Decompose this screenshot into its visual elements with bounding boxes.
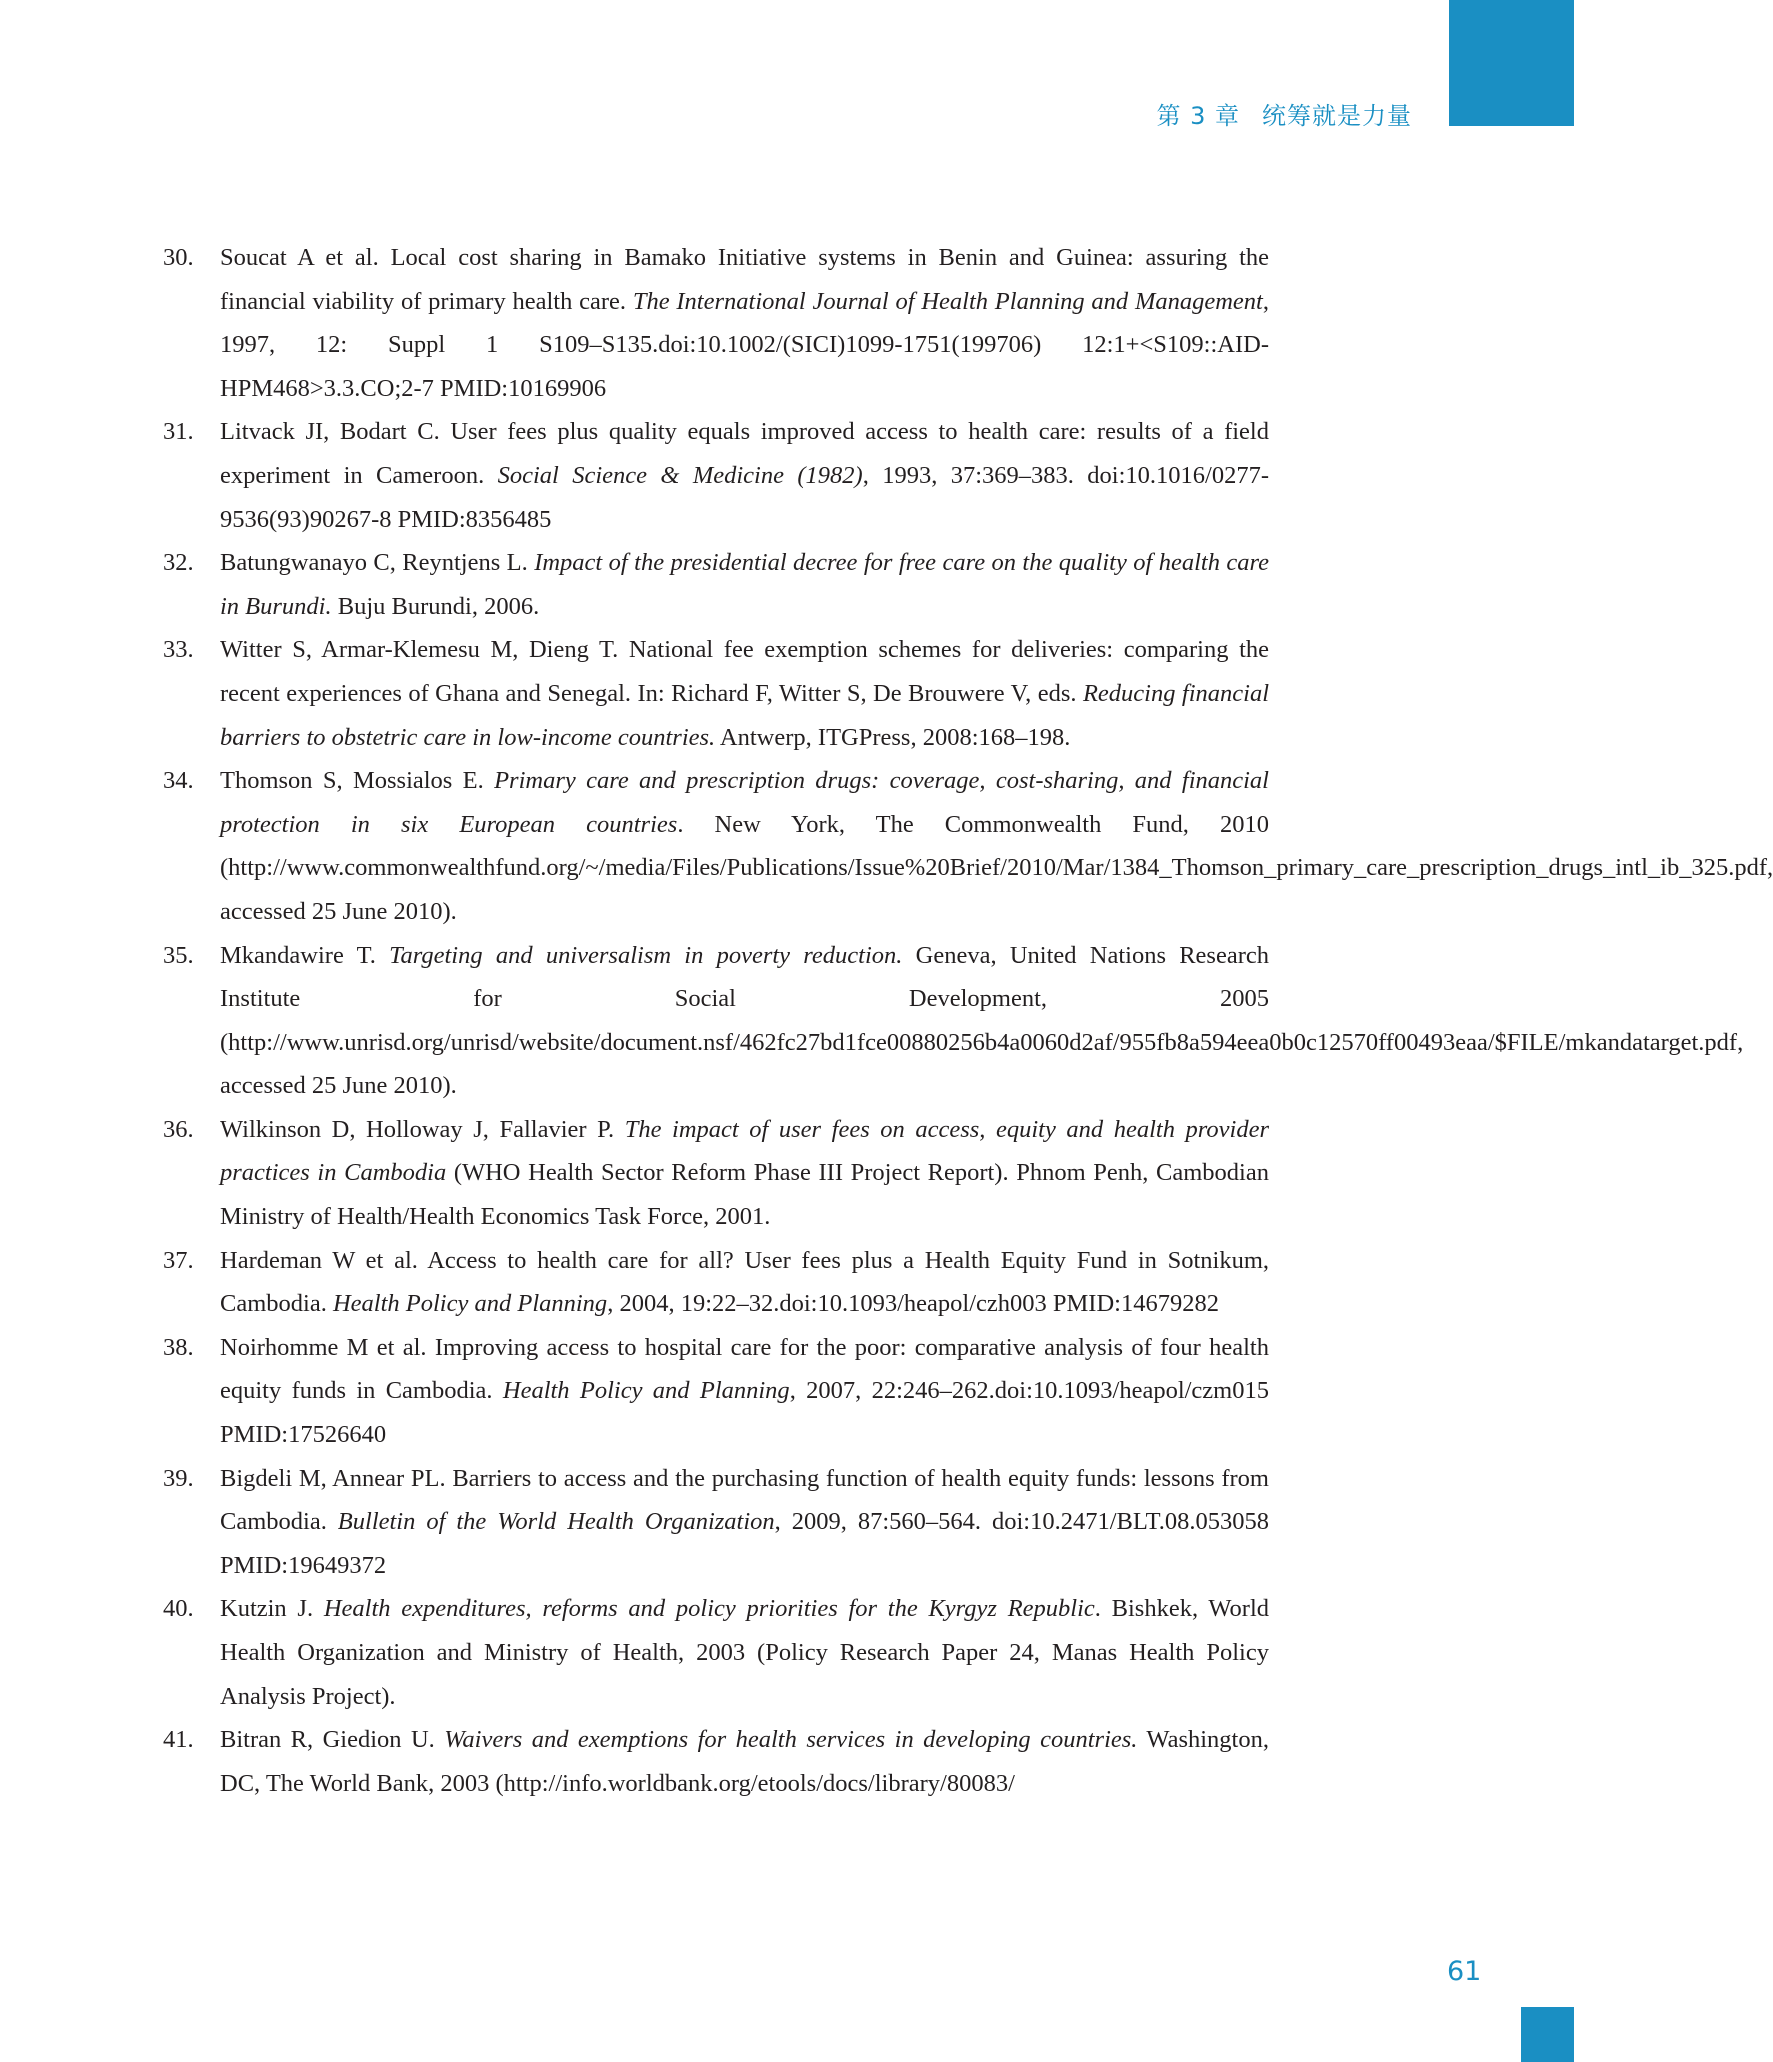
reference-number: 34.: [163, 767, 194, 795]
reference-text: Thomson S, Mossialos E.: [220, 767, 495, 795]
reference-details: Geneva, United Nations Research Institute for Social Development, 2005 (http://www.unrisd.org/unrisd/website/document.nsf/462fc27bd1fce00880256b4a0060d2af/955fb8a594eea0b0c12570ff00493eaa/$FILE/mkandatarget.pdf, accessed 25 June 2010).: [220, 941, 1744, 1100]
chapter-number: 第 3 章: [1156, 102, 1240, 130]
reference-text: Soucat A et al. Local cost sharing in Bamako Initiative systems in Benin and Guinea: assuring the financial viability of primary health care.: [220, 244, 1269, 315]
reference-source-title: Waivers and exemptions for health services in developing countries.: [444, 1726, 1138, 1754]
reference-text: Batungwanayo C, Reyntjens L.: [220, 549, 535, 577]
corner-color-block-top: [1449, 0, 1574, 126]
reference-source-title: Primary care and prescription drugs: coverage, cost-sharing, and financial protection in six European countries: [220, 767, 1269, 838]
reference-text: Mkandawire T.: [220, 941, 390, 969]
reference-item: [163, 1718, 1269, 1805]
reference-item: [163, 1239, 1269, 1326]
reference-details: , 2007, 22:246–262.doi:10.1093/heapol/czm015 PMID:17526640: [220, 1377, 1269, 1449]
reference-source-title: Targeting and universalism in poverty reduction.: [389, 941, 903, 969]
reference-source-title: The International Journal of Health Planning and Management: [632, 287, 1263, 315]
reference-number: 40.: [163, 1595, 194, 1623]
reference-details: , 2009, 87:560–564. doi:10.2471/BLT.08.053058 PMID:19649372: [220, 1508, 1269, 1579]
reference-source-title: Social Science & Medicine (1982): [497, 461, 863, 489]
reference-item: [163, 759, 1773, 933]
reference-number: 30.: [163, 244, 194, 271]
reference-item: [163, 628, 1269, 759]
reference-source-title: Bulletin of the World Health Organization: [337, 1508, 775, 1536]
reference-number: 37.: [163, 1246, 194, 1274]
reference-item: [163, 1108, 1269, 1239]
reference-item: [163, 1457, 1269, 1588]
reference-details: (WHO Health Sector Reform Phase III Project Report). Phnom Penh, Cambodian Ministry of Health/Health Economics Task Force, 2001.: [220, 1159, 1269, 1231]
reference-text: Hardeman W et al. Access to health care for all? User fees plus a Health Equity Fund in Sotnikum, Cambodia.: [220, 1246, 1269, 1318]
chapter-title: 统筹就是力量: [1262, 102, 1412, 130]
reference-item: [163, 410, 1269, 541]
running-header: [1156, 96, 1412, 131]
reference-source-title: The impact of user fees on access, equity and health provider practices in Cambodia: [220, 1115, 1269, 1187]
reference-number: 33.: [163, 636, 194, 664]
reference-source-title: Impact of the presidential decree for free care on the quality of health care in Burundi.: [220, 549, 1269, 620]
reference-number: 36.: [163, 1115, 194, 1143]
reference-number: 31.: [163, 418, 194, 446]
reference-item: [163, 236, 1269, 410]
reference-source-title: Reducing financial barriers to obstetric care in low-income countries.: [220, 679, 1270, 751]
reference-text: Wilkinson D, Holloway J, Fallavier P.: [220, 1115, 625, 1143]
reference-details: Antwerp, ITGPress, 2008:168–198.: [715, 723, 1071, 751]
reference-source-title: Health Policy and Planning: [332, 1290, 608, 1318]
reference-text: Noirhomme M et al. Improving access to hospital care for the poor: comparative analysis of four health equity funds in Cambodia.: [220, 1333, 1269, 1405]
reference-number: 35.: [163, 941, 194, 969]
page-number: 61: [1447, 1956, 1482, 1987]
reference-text: Bitran R, Giedion U.: [220, 1726, 445, 1754]
reference-number: 41.: [163, 1726, 194, 1754]
reference-details: . New York, The Commonwealth Fund, 2010 (http://www.commonwealthfund.org/~/media/Files/Publications/Issue%20Brief/2010/Mar/1384_Thomson_primary_care_prescription_drugs_intl_ib_325.pdf, accessed 25 June 2010).: [220, 810, 1773, 925]
reference-details: , 1997, 12: Suppl 1 S109–S135.doi:10.1002/(SICI)1099-1751(199706) 12:1+<S109::AID-HPM468>3.3.CO;2-7 PMID:10169906: [220, 287, 1269, 402]
reference-item: [163, 541, 1269, 628]
reference-text: Bigdeli M, Annear PL. Barriers to access and the purchasing function of health equity funds: lessons from Cambodia.: [220, 1464, 1269, 1536]
corner-color-block-bottom: [1521, 2007, 1574, 2062]
reference-details: Buju Burundi, 2006.: [331, 592, 540, 620]
reference-item: [163, 1326, 1269, 1457]
reference-number: 32.: [163, 549, 194, 577]
reference-details: , 2004, 19:22–32.doi:10.1093/heapol/czh003 PMID:14679282: [607, 1290, 1219, 1318]
reference-list: [163, 236, 1773, 1805]
reference-text: Litvack JI, Bodart C. User fees plus quality equals improved access to health care: results of a field experiment in Cameroon.: [220, 418, 1269, 489]
reference-details: , 1993, 37:369–383. doi:10.1016/0277-9536(93)90267-8 PMID:8356485: [220, 461, 1269, 533]
reference-item: [163, 934, 1744, 1108]
reference-text: Kutzin J.: [220, 1595, 324, 1623]
reference-details: Washington, DC, The World Bank, 2003 (http://info.worldbank.org/etools/docs/library/80083/: [220, 1726, 1269, 1797]
reference-source-title: Health Policy and Planning: [502, 1377, 790, 1405]
reference-item: [163, 1587, 1269, 1718]
reference-source-title: Health expenditures, reforms and policy priorities for the Kyrgyz Republic: [323, 1595, 1095, 1623]
reference-number: 38.: [163, 1333, 194, 1361]
reference-text: Witter S, Armar-Klemesu M, Dieng T. National fee exemption schemes for deliveries: comparing the recent experiences of Ghana and Senegal. In: Richard F, Witter S, De Brouwere V, eds.: [220, 636, 1269, 707]
reference-number: 39.: [163, 1464, 194, 1492]
reference-details: . Bishkek, World Health Organization and Ministry of Health, 2003 (Policy Research Paper 24, Manas Health Policy Analysis Project).: [220, 1595, 1270, 1710]
